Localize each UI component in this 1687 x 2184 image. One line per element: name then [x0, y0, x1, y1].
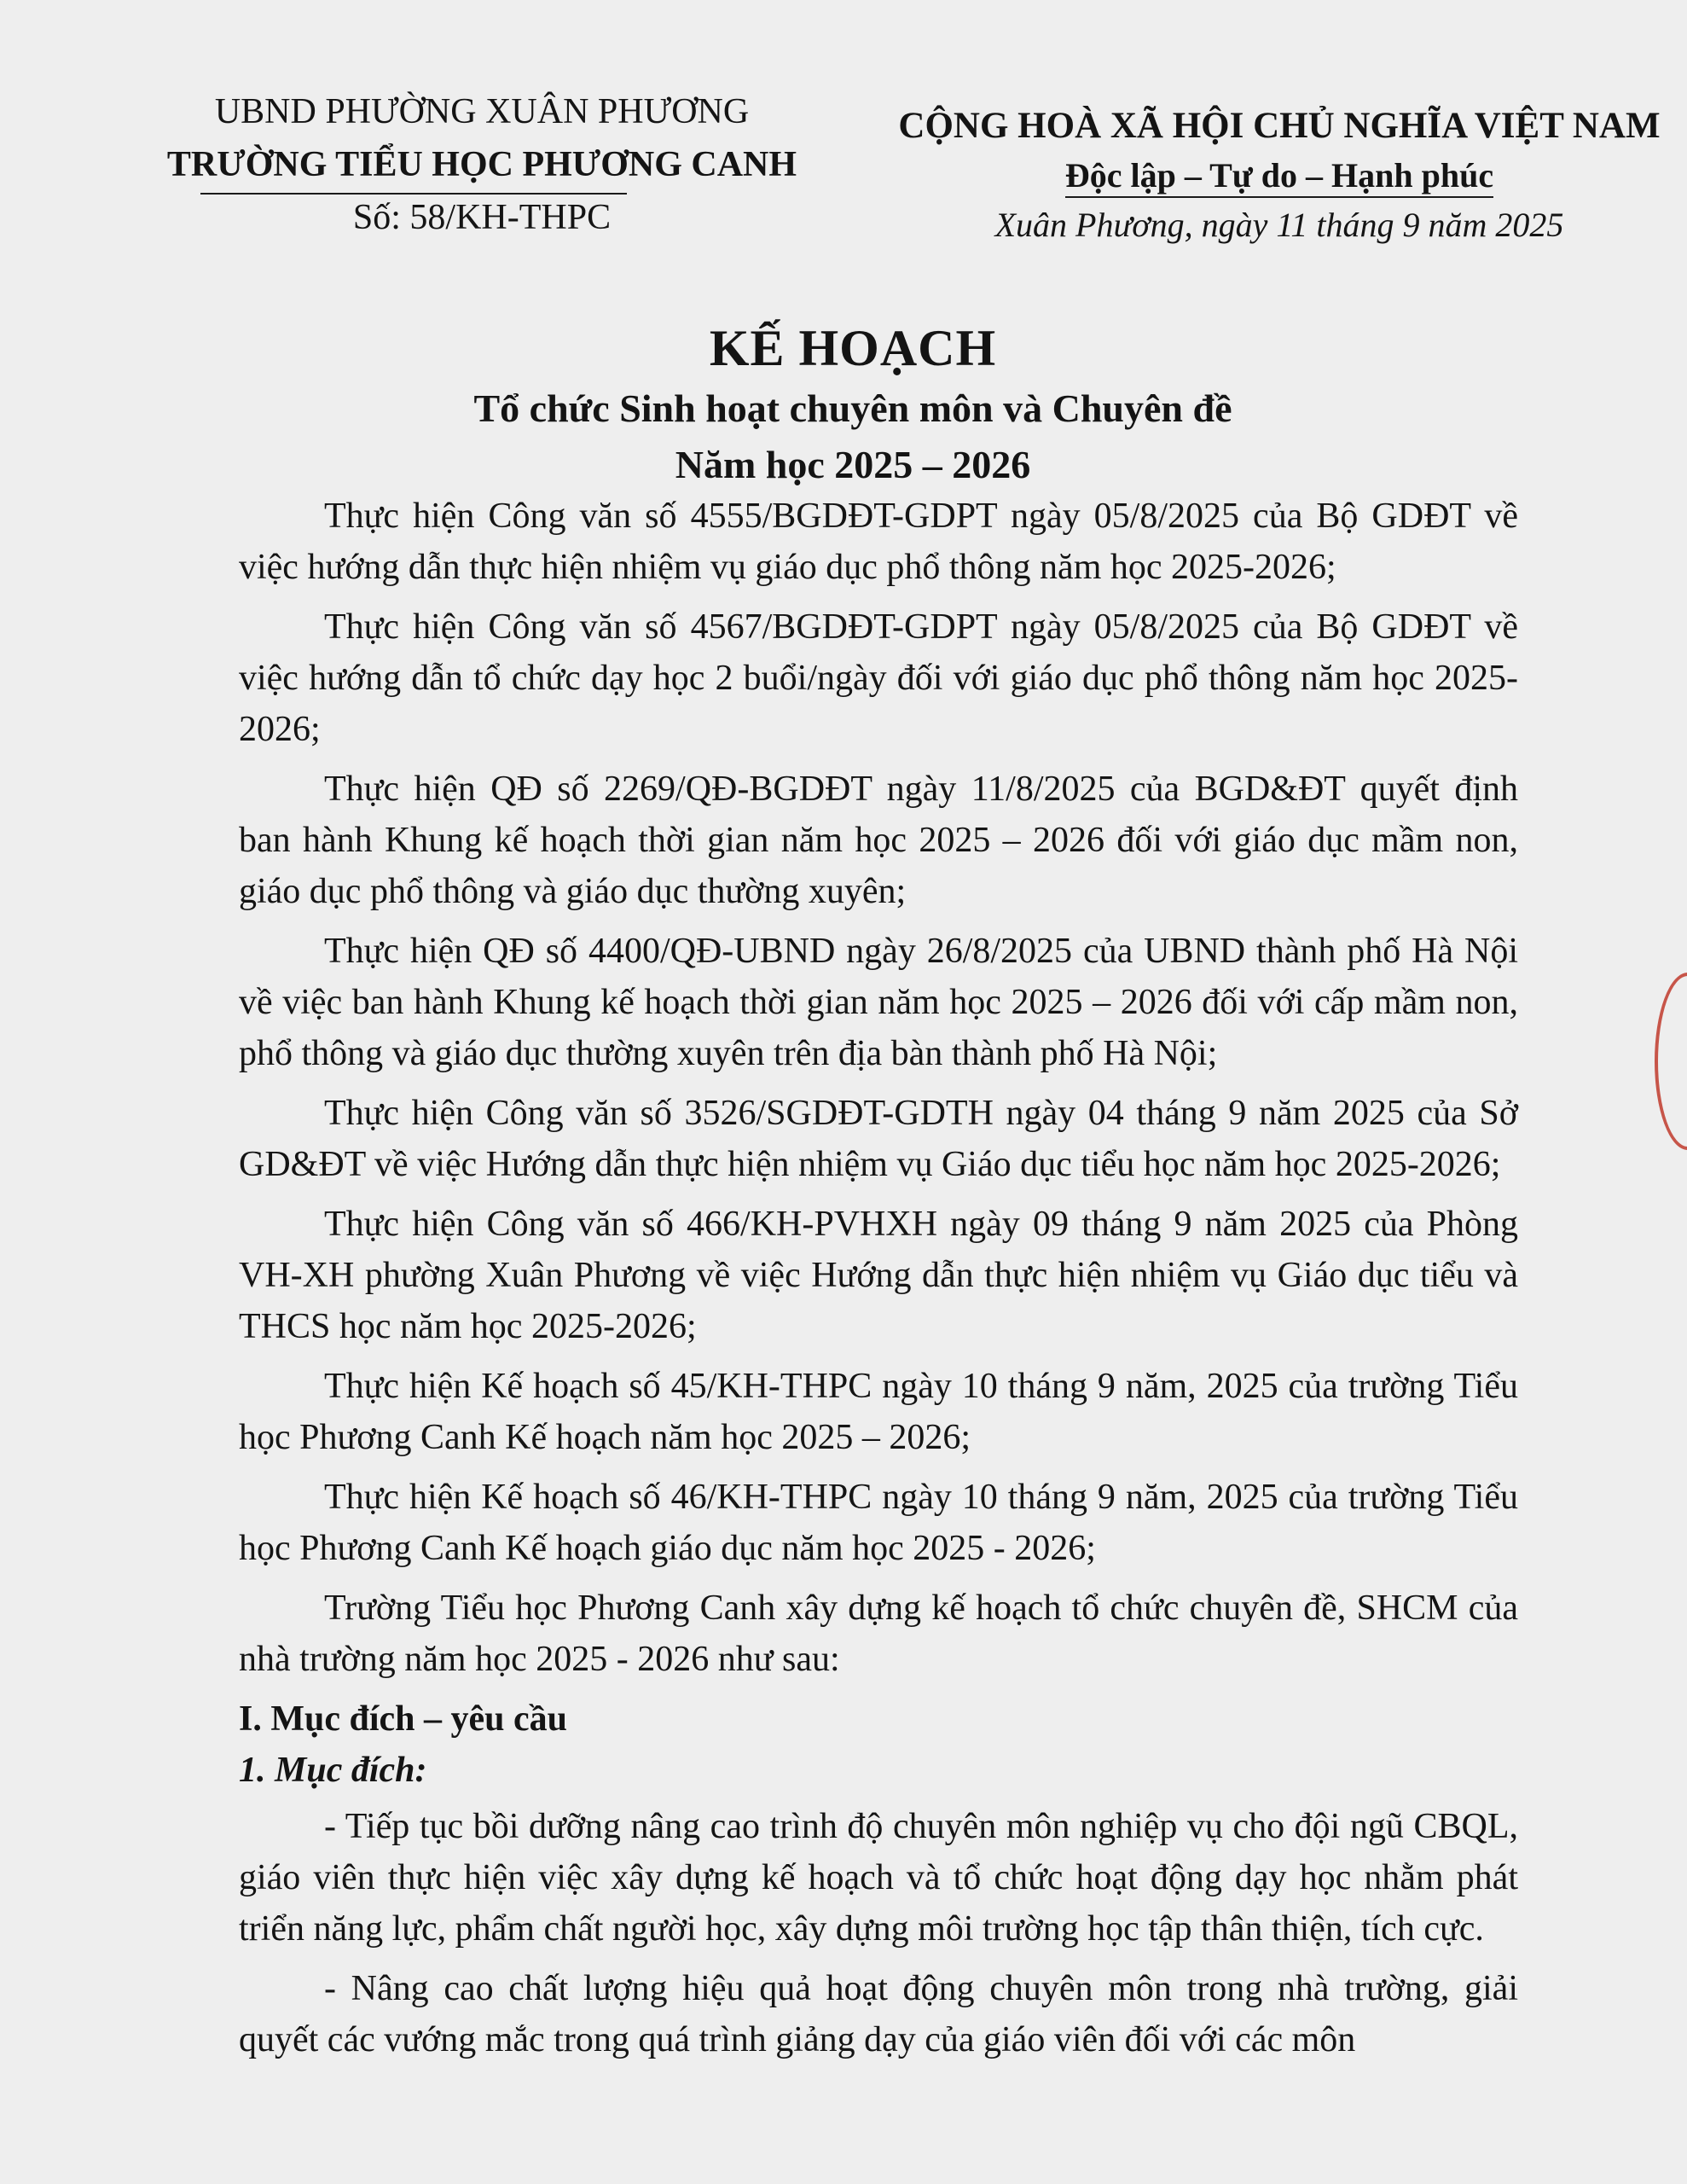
- intro-paragraph: Trường Tiểu học Phương Canh xây dựng kế hoạch tổ chức chuyên đề, SHCM của nhà trường năm học 2025 - 2026 như sau:: [239, 1589, 1518, 1679]
- legal-basis-paragraph: Thực hiện Kế hoạch số 45/KH-THPC ngày 10 tháng 9 năm, 2025 của trường Tiểu học Phương Canh Kế hoạch năm học 2025 – 2026;: [239, 1367, 1518, 1457]
- header-left: [145, 85, 819, 244]
- issue-date: Xuân Phương, ngày 11 tháng 9 năm 2025: [994, 206, 1564, 244]
- school-underline: [200, 193, 627, 195]
- document-header: [119, 85, 1661, 282]
- document-title-block: [222, 316, 1484, 493]
- legal-basis-paragraph: Thực hiện Công văn số 3526/SGDĐT-GDTH ngày 04 tháng 9 năm 2025 của Sở GD&ĐT về việc Hướng dẫn thực hiện nhiệm vụ Giáo dục tiểu học năm học 2025-2026;: [239, 1094, 1518, 1184]
- legal-basis-paragraph: Thực hiện QĐ số 4400/QĐ-UBND ngày 26/8/2025 của UBND thành phố Hà Nội về việc ban hành Khung kế hoạch thời gian năm học 2025 – 2026 đối với cấp mầm non, phổ thông và giáo dục thường xuyên trên địa bàn thành phố Hà Nội;: [239, 932, 1518, 1073]
- legal-basis-paragraph: Thực hiện QĐ số 2269/QĐ-BGDĐT ngày 11/8/2025 của BGD&ĐT quyết định ban hành Khung kế hoạch thời gian năm học 2025 – 2026 đối với giáo dục mầm non, giáo dục phổ thông và giáo dục thường xuyên;: [239, 770, 1518, 911]
- national-motto-text: Độc lập – Tự do – Hạnh phúc: [1065, 156, 1493, 198]
- national-motto: [819, 152, 1687, 200]
- legal-basis-paragraph: Thực hiện Kế hoạch số 46/KH-THPC ngày 10 tháng 9 năm, 2025 của trường Tiểu học Phương Canh Kế hoạch giáo dục năm học 2025 - 2026;: [239, 1478, 1518, 1568]
- document-title: KẾ HOẠCH: [709, 320, 997, 376]
- document-body: [239, 491, 1518, 2074]
- purpose-item: - Tiếp tục bồi dưỡng nâng cao trình độ chuyên môn nghiệp vụ cho đội ngũ CBQL, giáo viên thực hiện việc xây dựng kế hoạch và tổ chức hoạt động dạy học nhằm phát triển năng lực, phẩm chất người học, xây dựng môi trường học tập thân thiện, tích cực.: [239, 1807, 1518, 1949]
- document-subtitle: Tổ chức Sinh hoạt chuyên môn và Chuyên đề: [473, 386, 1232, 430]
- school-year: Năm học 2025 – 2026: [675, 443, 1031, 486]
- section-heading: I. Mục đích – yêu cầu: [239, 1699, 568, 1739]
- legal-basis-paragraph: Thực hiện Công văn số 466/KH-PVHXH ngày 09 tháng 9 năm 2025 của Phòng VH-XH phường Xuân Phương về việc Hướng dẫn thực hiện nhiệm vụ Giáo dục tiểu và THCS học năm học 2025-2026;: [239, 1205, 1518, 1346]
- subsection-heading: 1. Mục đích:: [239, 1751, 427, 1790]
- issuing-authority: UBND PHƯỜNG XUÂN PHƯƠNG: [214, 92, 750, 131]
- header-right: [819, 101, 1687, 251]
- purpose-item: - Nâng cao chất lượng hiệu quả hoạt động chuyên môn trong nhà trường, giải quyết các vướng mắc trong quá trình giảng dạy của giáo viên đối với các môn: [239, 1969, 1518, 2059]
- document-number: Số: 58/KH-THPC: [352, 198, 612, 237]
- national-title: CỘNG HOÀ XÃ HỘI CHỦ NGHĨA VIỆT NAM: [898, 106, 1661, 146]
- legal-basis-paragraph: Thực hiện Công văn số 4567/BGDĐT-GDPT ngày 05/8/2025 của Bộ GDĐT về việc hướng dẫn tổ chức dạy học 2 buổi/ngày đối với giáo dục phổ thông năm học 2025-2026;: [239, 607, 1518, 749]
- legal-basis-paragraph: Thực hiện Công văn số 4555/BGDĐT-GDPT ngày 05/8/2025 của Bộ GDĐT về việc hướng dẫn thực hiện nhiệm vụ giáo dục phổ thông năm học 2025-2026;: [239, 497, 1518, 587]
- red-stamp-edge: [1655, 973, 1687, 1150]
- school-name: TRƯỜNG TIỂU HỌC PHƯƠNG CANH: [166, 145, 797, 184]
